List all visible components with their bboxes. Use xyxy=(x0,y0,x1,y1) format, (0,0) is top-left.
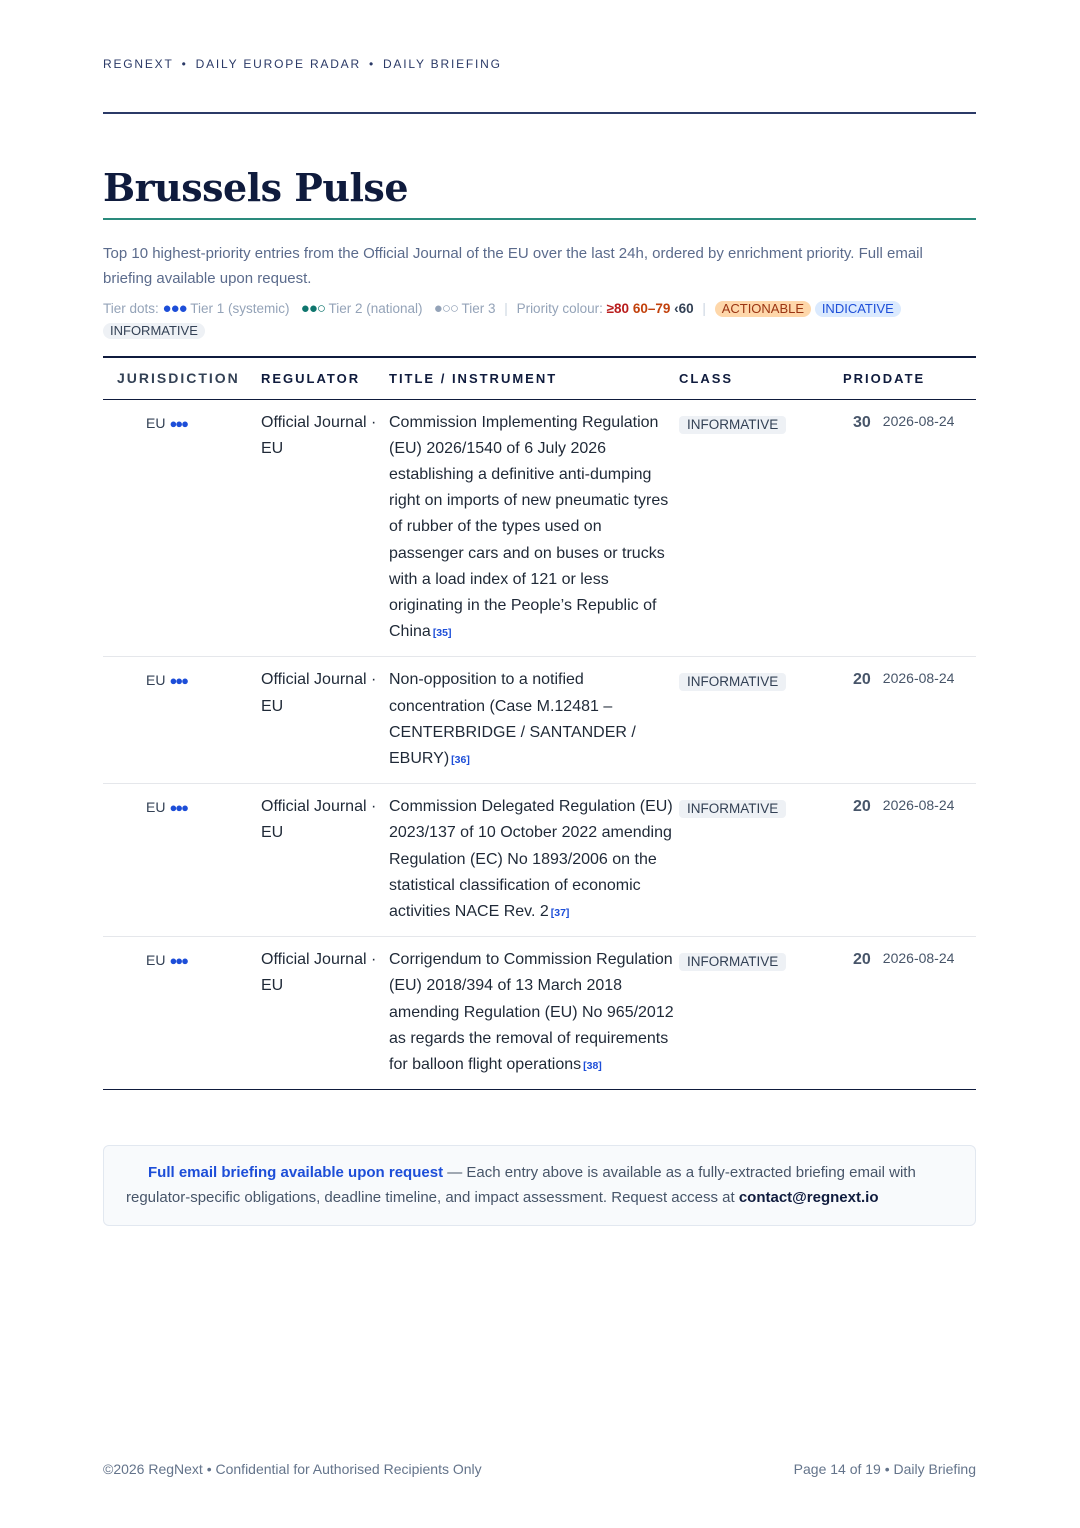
title-cell xyxy=(389,657,679,784)
title-text: Corrigendum to Commission Regulation (EU) 2018/394 of 13 March 2018 amending Regulation (EU) No 965/2012 as regards the removal of requirements for balloon flight operations xyxy=(389,951,674,1073)
prio-cell: 20 xyxy=(853,798,871,816)
legend-tier2-label: Tier 2 (national) xyxy=(328,301,423,316)
tier3-dot-icon: ● xyxy=(433,300,442,317)
priority-mid-key: 60–79 xyxy=(632,301,671,316)
priority-low-key: ‹60 xyxy=(674,301,694,316)
footer-left: ©2026 RegNext • Confidential for Authorised Recipients Only xyxy=(103,1461,482,1477)
tier2-empty-dot-icon: ○ xyxy=(316,300,325,317)
class-badge: INFORMATIVE xyxy=(679,953,786,971)
column-header-prio: PRIO xyxy=(843,370,883,386)
jurisdiction-cell xyxy=(103,937,261,1090)
prio-cell: 20 xyxy=(853,951,871,969)
table-row xyxy=(103,784,976,937)
table-header-row xyxy=(103,357,976,399)
class-badge: INFORMATIVE xyxy=(679,673,786,691)
legend-divider: | xyxy=(702,301,706,316)
callout-lead: Full email briefing available upon request xyxy=(148,1164,444,1181)
table-row xyxy=(103,937,976,1090)
tier-dots-icon: ●●● xyxy=(169,415,188,431)
breadcrumb-separator: • xyxy=(181,57,188,71)
tier1-dots-icon: ●●● xyxy=(162,300,187,317)
title-cell xyxy=(389,937,679,1090)
class-cell xyxy=(679,937,813,1090)
class-cell xyxy=(679,399,813,657)
class-badge: INFORMATIVE xyxy=(679,800,786,818)
regulator-cell: Official Journal · EU xyxy=(261,798,377,842)
class-actionable-badge: ACTIONABLE xyxy=(715,301,811,317)
jurisdiction-cell xyxy=(103,399,261,657)
date-cell: 2026-08-24 xyxy=(882,797,955,814)
date-cell: 2026-08-24 xyxy=(882,950,955,967)
contact-email-link[interactable]: contact@regnext.io xyxy=(738,1189,879,1206)
column-header-date: DATE xyxy=(882,370,926,386)
legend-tier3-label: Tier 3 xyxy=(461,301,496,316)
date-cell: 2026-08-24 xyxy=(882,670,955,687)
header-rule xyxy=(103,112,976,114)
tier-dots-icon: ●●● xyxy=(169,800,188,816)
title-cell xyxy=(389,784,679,937)
tier2-dots-icon: ●● xyxy=(300,300,317,317)
jurisdiction-cell xyxy=(103,657,261,784)
footer-page-info: Page 14 of 19 • Daily Briefing xyxy=(793,1461,976,1477)
request-callout xyxy=(103,1145,976,1226)
tier-dots-icon: ●●● xyxy=(169,953,188,969)
jurisdiction-text: EU xyxy=(146,672,166,689)
document-page xyxy=(103,0,976,1528)
breadcrumb-item: REGNEXT xyxy=(103,57,174,71)
regulator-cell: Official Journal · EU xyxy=(261,671,377,715)
legend xyxy=(103,298,976,342)
breadcrumb xyxy=(103,57,502,71)
title-text: Commission Implementing Regulation (EU) 2026/1540 of 6 July 2026 establishing a definitive anti-dumping right on imports of new pneumatic tyres of rubber of the types used on passenger cars and on buses or trucks with a load index of 121 or less originating in the People’s Republic of China xyxy=(389,413,669,641)
class-informative-badge: INFORMATIVE xyxy=(103,323,205,339)
class-badge: INFORMATIVE xyxy=(679,416,786,434)
reference-link[interactable]: [38] xyxy=(583,1059,602,1072)
table-row xyxy=(103,399,976,657)
legend-tier-label: Tier dots: xyxy=(103,301,159,316)
legend-divider: | xyxy=(504,301,508,316)
date-cell: 2026-08-24 xyxy=(882,412,955,429)
table-row xyxy=(103,657,976,784)
jurisdiction-cell xyxy=(103,784,261,937)
page-title: Brussels Pulse xyxy=(103,165,408,210)
reference-link[interactable]: [35] xyxy=(432,627,452,640)
title-text: Non-opposition to a notified concentration (Case M.12481 – CENTERBRIDGE / SANTANDER / EBURY) xyxy=(389,671,636,767)
jurisdiction-text: EU xyxy=(146,799,166,816)
legend-tier1-label: Tier 1 (systemic) xyxy=(190,301,290,316)
class-cell xyxy=(679,657,813,784)
title-cell xyxy=(389,399,679,657)
jurisdiction-text: EU xyxy=(146,952,166,969)
prio-cell: 30 xyxy=(853,413,871,431)
tier3-empty-dots-icon: ○○ xyxy=(441,300,458,317)
column-header-regulator: REGULATOR xyxy=(261,370,361,386)
callout-body: — Each entry above is available as a fully-extracted briefing email with regulator-specific obligations, deadline timeline, and impact assessment. Request access at xyxy=(126,1164,916,1206)
breadcrumb-separator: • xyxy=(368,57,375,71)
title-rule xyxy=(103,218,976,220)
legend-priority-label: Priority colour: xyxy=(516,301,603,316)
reference-link[interactable]: [36] xyxy=(451,753,470,766)
tier-dots-icon: ●●● xyxy=(169,673,188,689)
breadcrumb-item: DAILY BRIEFING xyxy=(382,57,502,71)
column-header-jurisdiction: JURISDICTION xyxy=(117,370,240,387)
class-cell xyxy=(679,784,813,937)
prio-cell: 20 xyxy=(853,671,871,689)
reference-link[interactable]: [37] xyxy=(550,906,570,919)
regulator-cell: Official Journal · EU xyxy=(261,413,377,457)
intro-paragraph: Top 10 highest-priority entries from the Official Journal of the EU over the last 24h, ordered by enrichment priority. Full email briefing available upon request. xyxy=(103,245,923,287)
column-header-title: TITLE / INSTRUMENT xyxy=(389,370,558,386)
title-text: Commission Delegated Regulation (EU) 2023/137 of 10 October 2022 amending Regulation (EC) No 1893/2006 on the statistical classification of economic activities NACE Rev. 2 xyxy=(389,798,673,920)
breadcrumb-item: DAILY EUROPE RADAR xyxy=(195,57,361,71)
jurisdiction-text: EU xyxy=(146,414,166,431)
class-indicative-badge: INDICATIVE xyxy=(815,301,901,317)
regulator-cell: Official Journal · EU xyxy=(261,951,377,995)
page-footer xyxy=(103,1461,976,1477)
priority-high-key: ≥80 xyxy=(606,301,630,316)
entries-table xyxy=(103,356,976,1090)
column-header-class: CLASS xyxy=(679,370,734,386)
